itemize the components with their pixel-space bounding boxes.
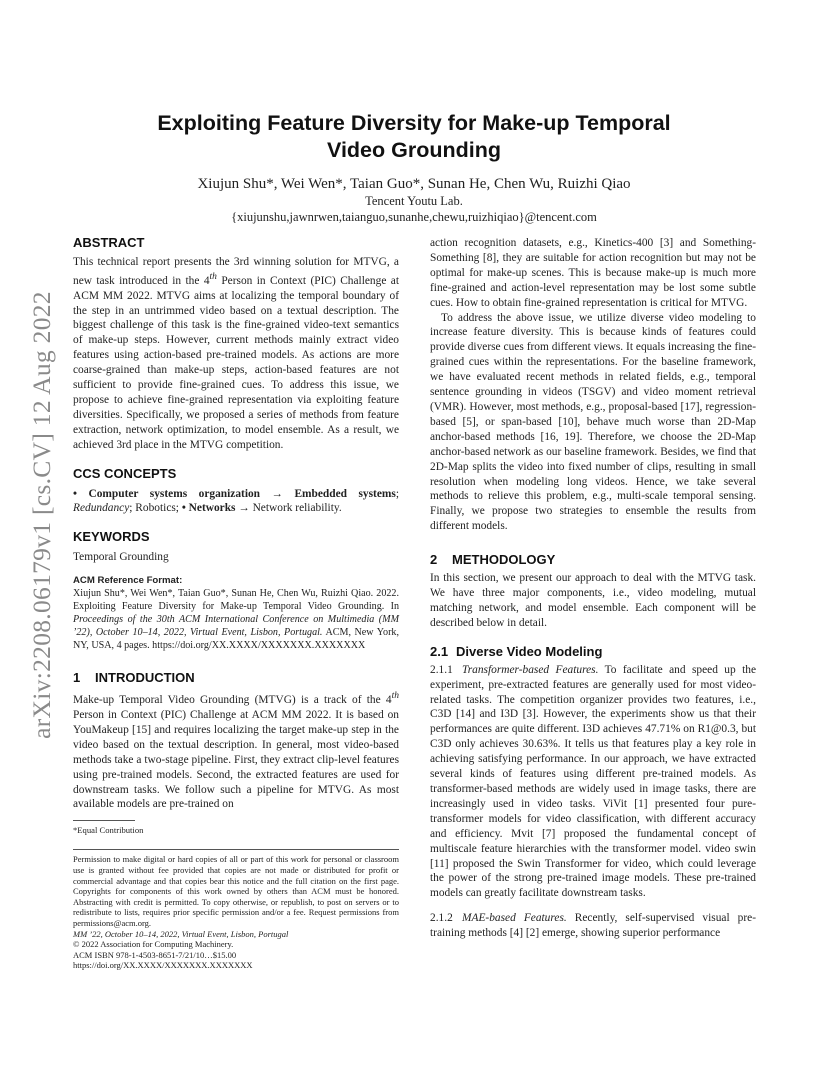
title-line-2: Video Grounding	[327, 138, 501, 162]
isbn: ACM ISBN 978-1-4503-8651-7/21/10…$15.00	[73, 949, 237, 960]
footnote: *Equal Contribution	[73, 825, 144, 836]
right-column	[430, 236, 756, 941]
subsection-diverse-video-modeling: 2.1 Diverse Video Modeling	[430, 643, 603, 659]
affiliation: Tencent Youtu Lab.	[365, 194, 463, 208]
methodology-heading: 2 METHODOLOGY	[430, 552, 556, 568]
footnote-rule	[73, 820, 135, 821]
venue: MM ’22, October 10–14, 2022, Virtual Event, Lisbon, Portugal	[73, 928, 289, 939]
arxiv-stamp: arXiv:2208.06179v1 [cs.CV] 12 Aug 2022	[27, 291, 56, 739]
paper-title	[100, 110, 728, 164]
reference-format-text: Xiujun Shu*, Wei Wen*, Taian Guo*, Sunan He, Chen Wu, Ruizhi Qiao. 2022. Exploiting Feature Diversity for Make-up Temporal Video Grounding. In Proceedings of the 30th ACM International Conference on Multimedia (MM ’22), October 10–14, 2022, Virtual Event, Lisbon, Portugal. ACM, New York, NY, USA, 4 pages. https://doi.org/XX.XXXX/XXXXXXX.XXXXXXX	[73, 588, 399, 652]
transformer-features-text: 2.1.1 Transformer-based Features. To facilitate and speed up the experiment, pre-extracted features are generally used for most video-related tasks. The competition organizer provides two features, i.e., C3D [14] and I3D [3]. However, the experiments show us that their performances are quite different. I3D achieves 47.71% on R1@0.3, but C3D only achieves 30.63%. It tells us that features play a key role in achieving satisfying performance. In our approach, we have extracted several kinds of features using different pre-trained models. As transformer-based methods are widely used in image tasks, there are increasingly used in video tasks. ViVit [1] presented four pure-transformer models for video classification, with different accuracy and efficiency. Mvit [7] proposed the fundamental concept of multiscale feature hierarchies with the transformer model. video swin [11] proposed the Swin Transformer for video, which could leverage the power of the strong pre-trained image models. These pre-trained models can greatly facilitate downstream tasks.	[430, 663, 757, 900]
intro-text: Make-up Temporal Video Grounding (MTVG) is a track of the 4th Person in Context (PIC) Challenge at ACM MM 2022. It is based on YouMakeup [15] and requires localizing the target make-up step in the video based on the textual description. In general, most video-based methods take a two-stage pipeline. First, they extract clip-level features using pre-trained models. Second, the extracted features are used for downstream tasks. We follow such a pipeline for MTVG. As most available models are pre-trained on	[73, 691, 399, 811]
methodology-text: In this section, we present our approach to deal with the MTVG task. We have three major components, i.e., video modeling, mutual matching network, and model ensemble. Each component will be described below in detail.	[430, 572, 756, 629]
intro-heading: 1 INTRODUCTION	[73, 670, 195, 686]
author-list: Xiujun Shu*, Wei Wen*, Taian Guo*, Sunan He, Chen Wu, Ruizhi Qiao	[197, 176, 631, 192]
doi-link[interactable]: https://doi.org/XX.XXXX/XXXXXXX.XXXXXXX	[73, 960, 253, 971]
keywords-heading: KEYWORDS	[73, 529, 150, 545]
author-emails: {xiujunshu,jawnrwen,taianguo,sunanhe,chewu,ruizhiqiao}@tencent.com	[231, 210, 597, 224]
copyright: © 2022 Association for Computing Machinery.	[73, 939, 234, 950]
left-column	[73, 235, 399, 971]
ccs-text: • Computer systems organization → Embedded systems; Redundancy; Robotics; • Networks → Network reliability.	[73, 487, 399, 515]
reference-format-heading: ACM Reference Format:	[73, 575, 183, 587]
keywords-text: Temporal Grounding	[73, 551, 169, 564]
intro-paragraph-2: To address the above issue, we utilize diverse video modeling to increase feature diversity. This is because kinds of features could provide diverse cues from different views. It equals increasing the fine-grained cues within the representations. For the baseline framework, we have evaluated recent methods in related fields, e.g., temporal sentence grounding in videos (TSGV) and video moment retrieval (VMR). However, most methods, e.g., proposal-based [17], regression-based [5], or span-based [10], behave much worse than 2D-Map anchor-based methods [16, 19]. Therefore, we choose the 2D-Map anchor-based network as our baseline framework. Besides, we find that 2D-Map splits the video into fixed number of clips, resulting in small resolution when modeling long videos. Hence, we take several methods to relieve this problem, e.g., multi-scale temporal sensing. Finally, we propose two strategies to ensemble the results from different models.	[430, 311, 756, 533]
title-line-1: Exploiting Feature Diversity for Make-up Temporal	[157, 111, 671, 135]
mae-features-text: 2.1.2 MAE-based Features. Recently, self-supervised visual pre-training methods [4] [2] emerge, showing superior performance	[430, 912, 756, 940]
permission-block	[73, 854, 399, 971]
intro-continued: action recognition datasets, e.g., Kinetics-400 [3] and Something-Something [8], they are suitable for action recognition but may not be optimal for make-up scenes. This is because make-up is much more fine-grained and action-level representation may be lost some subtle cues. How to obtain fine-grained representation is critical for MTVG.	[430, 237, 756, 309]
abstract-heading: ABSTRACT	[73, 235, 145, 250]
abstract-text: This technical report presents the 3rd winning solution for MTVG, a new task introduced in the 4th Person in Context (PIC) Challenge at ACM MM 2022. MTVG aims at localizing the temporal boundary of the step in an untrimmed video based on a textual description. The biggest challenge of this task is the fine-grained video-text semantics of make-up steps. However, current methods mainly extract video features using action-based pre-trained models. As actions are more coarse-grained than make-up steps, action-based features are not sufficient to provide fine-grained cues. To address this issue, we propose to achieve fine-grained representation via exploiting feature diversities. Specifically, we proposed a series of methods from feature extraction, network optimization, to model ensemble. As a result, we achieved 3rd place in the MTVG competition.	[73, 256, 399, 451]
permission-text: Permission to make digital or hard copies of all or part of this work for personal or classroom use is granted without fee provided that copies are not made or distributed for profit or commercial advantage and that copies bear this notice and the full citation on the first page. Copyrights for components of this work owned by others than ACM must be honored. Abstracting with credit is permitted. To copy otherwise, or republish, to post on servers or to redistribute to lists, requires prior specific permission and/or a fee. Request permissions from permissions@acm.org.	[73, 854, 399, 928]
ccs-heading: CCS CONCEPTS	[73, 465, 177, 481]
affiliation-block	[100, 193, 728, 225]
permission-rule	[73, 849, 399, 850]
